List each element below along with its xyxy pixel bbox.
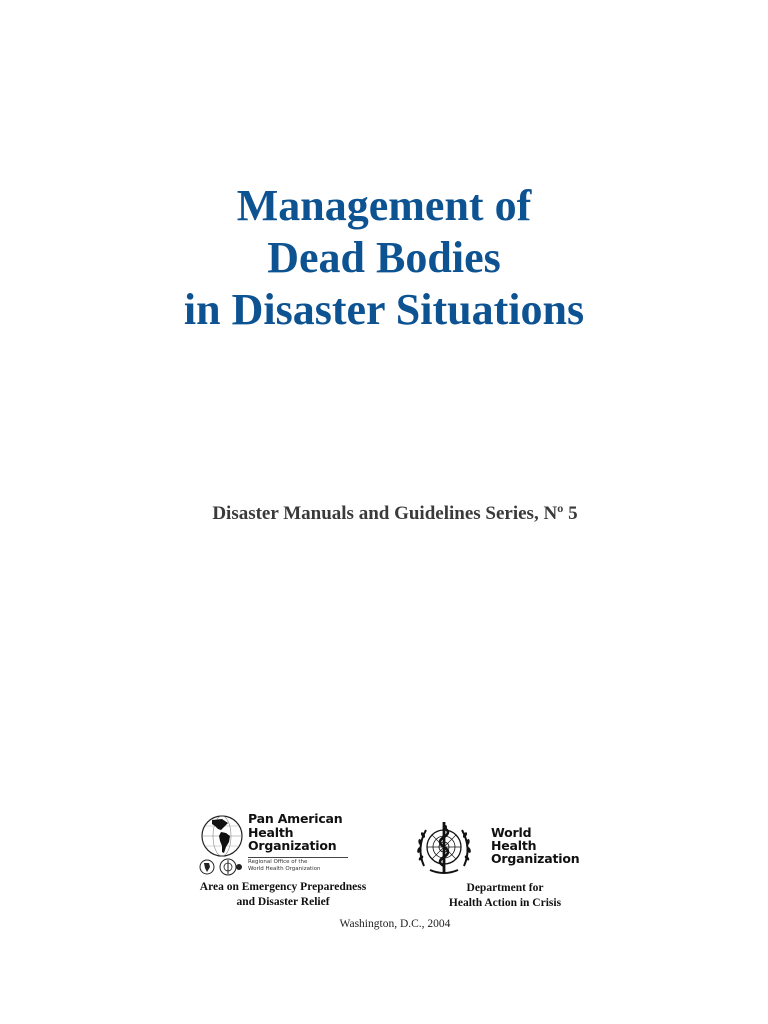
who-name-line-2: Health [491, 838, 537, 853]
paho-caption [170, 880, 396, 910]
who-emblem-icon [414, 818, 474, 878]
publication-imprint: Washington, D.C., 2004 [339, 918, 451, 930]
who-name-line-3: Organization [491, 851, 580, 866]
paho-name-line-2: Health [248, 824, 294, 840]
small-emblems-icon [198, 858, 244, 876]
document-title [0, 180, 768, 336]
series-subtitle: Disaster Manuals and Guidelines Series, Nº 5 [212, 503, 578, 524]
title-line-3: in Disaster Situations [183, 285, 585, 334]
paho-subtitle-line-2: World Health Organization [248, 865, 321, 872]
who-name-line-1: World [491, 825, 532, 840]
americas-globe-icon [200, 814, 244, 858]
who-logo [412, 818, 602, 880]
paho-caption-line-1: Area on Emergency Preparedness [199, 881, 367, 893]
paho-name-line-1: Pan American [248, 811, 343, 826]
paho-logo [196, 812, 366, 878]
paho-divider [248, 857, 348, 858]
paho-name-line-3: Organization [248, 838, 337, 853]
paho-subtitle-line-1: Regional Office of the [248, 859, 308, 865]
paho-name [248, 812, 342, 853]
title-line-1: Management of [236, 181, 532, 230]
who-caption-line-1: Department for [466, 882, 544, 894]
who-caption [400, 881, 610, 911]
paho-subtitle [248, 859, 358, 872]
who-name [491, 826, 579, 865]
title-line-2: Dead Bodies [267, 233, 501, 282]
who-caption-line-2: Health Action in Crisis [448, 897, 562, 909]
paho-caption-line-2: and Disaster Relief [236, 896, 330, 908]
